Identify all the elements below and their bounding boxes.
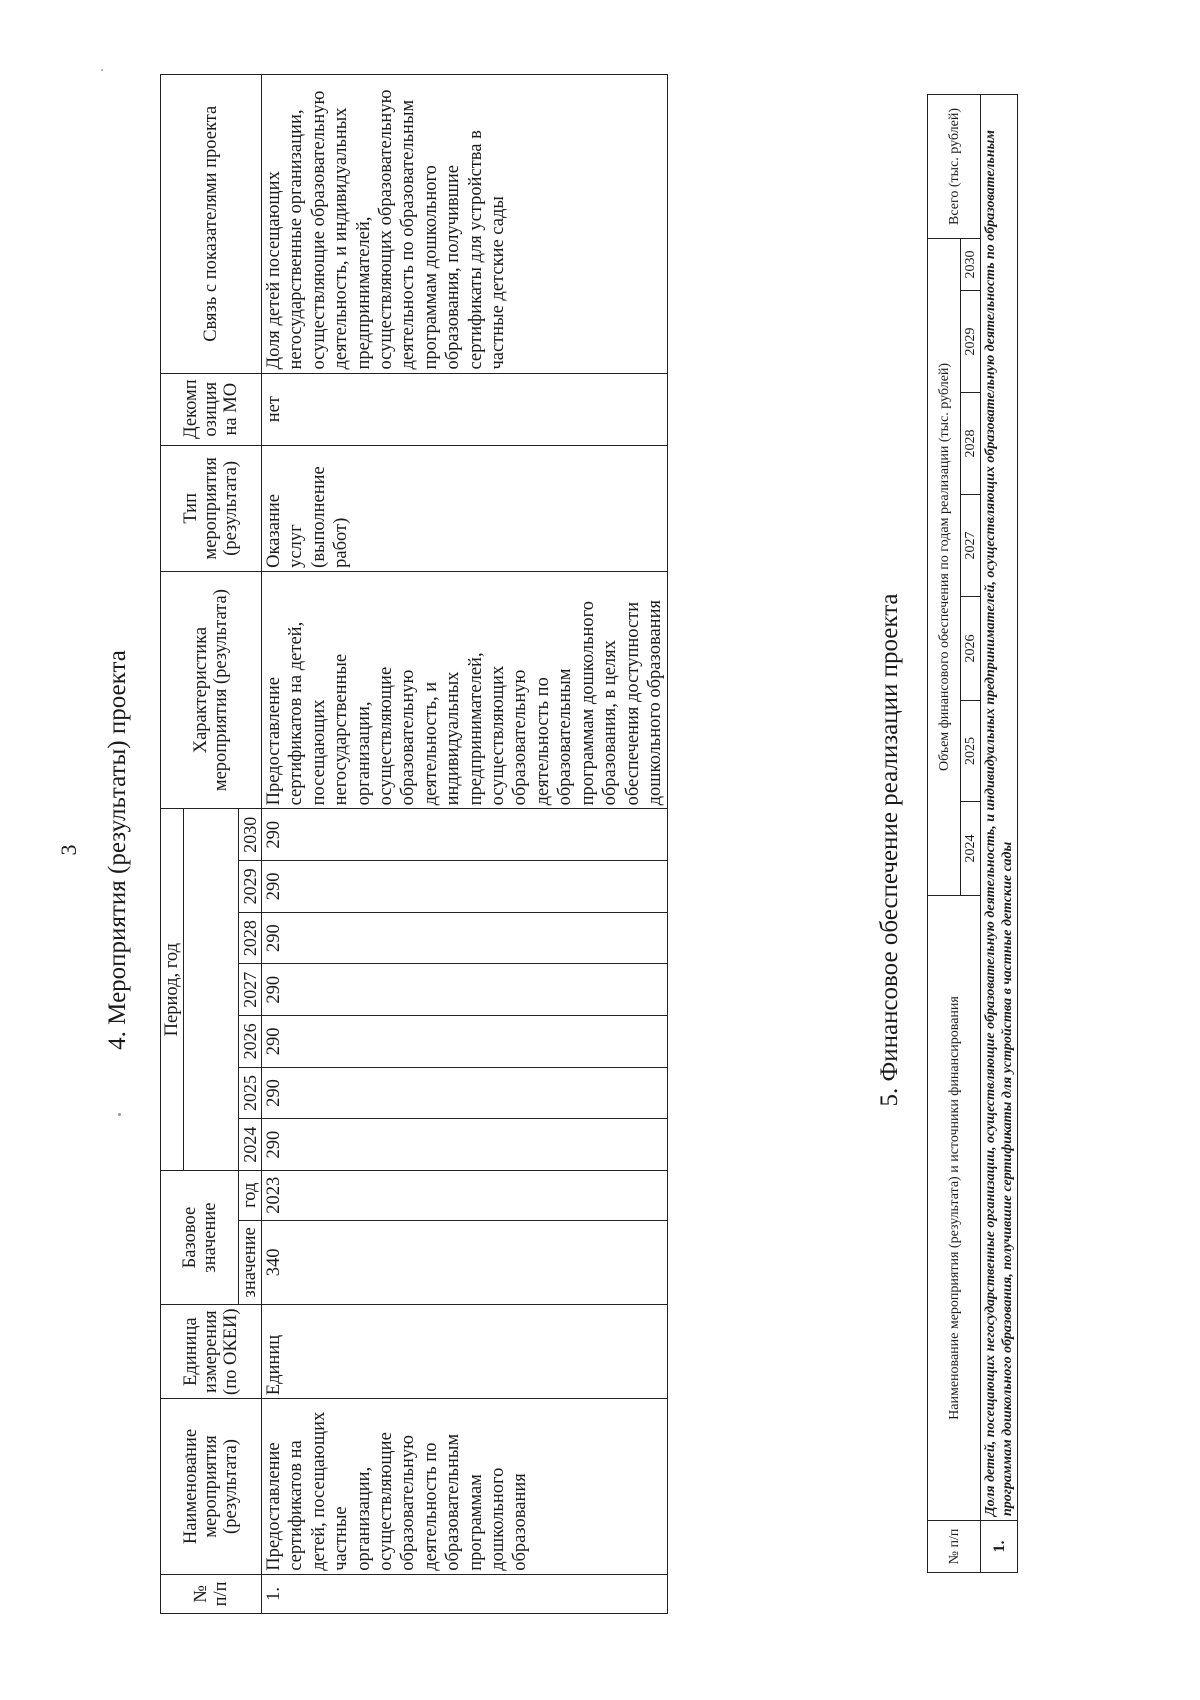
fin-header-year: 2027 (961, 495, 981, 597)
header-year: 2030 (239, 809, 262, 861)
header-unit: Единица измерения (по ОКЕИ) (161, 1305, 262, 1399)
header-base-year: год (239, 1170, 262, 1220)
row-type: Оказание услуг (выполнение работ) (262, 445, 668, 571)
fin-row-description: Доля детей, посещающих негосударственные организации, осуществляющие образовательную деятельность, и индивидуальных предпринимателей, осуществляющих образовательную деятельность по образовательным программам дошкольного образования, получившие сертификаты для устройства в частные детские сады (981, 94, 1018, 1520)
header-year: 2026 (239, 1016, 262, 1068)
header-year: 2024 (239, 1119, 262, 1171)
header-year: 2028 (239, 912, 262, 964)
row-value: 290 (262, 1016, 668, 1068)
fin-header-year: 2030 (961, 238, 981, 290)
header-characteristic: Характеристика мероприятия (результата) (161, 571, 262, 809)
header-name: Наименование мероприятия (результата) (161, 1399, 262, 1575)
activities-table (160, 74, 668, 1614)
row-name: Предоставление сертификатов на детей, посещающих частные организации, осуществляющие образовательную деятельность по образовательным программам дошкольного образования (262, 1399, 668, 1575)
header-base-value: значение (239, 1220, 262, 1305)
header-year: 2029 (239, 861, 262, 913)
fin-header-volume: Объем финансового обеспечения по годам реализации (тыс. рублей) (928, 238, 961, 895)
row-value: 290 (262, 861, 668, 913)
fin-header-year: 2025 (961, 701, 981, 802)
page-number: 3 (56, 844, 81, 856)
fin-header-name: Наименование мероприятия (результата) и источники финансирования (928, 896, 981, 1521)
header-year: 2027 (239, 964, 262, 1016)
row-value: 290 (262, 1067, 668, 1119)
fin-header-year: 2029 (961, 291, 981, 393)
fin-row-num: 1. (981, 1521, 1018, 1573)
fin-header-num: № п/п (928, 1521, 981, 1573)
header-period: Период, год (161, 809, 184, 1171)
header-period-spacer (184, 809, 239, 1171)
row-num: 1. (262, 1574, 668, 1613)
row-value: 290 (262, 964, 668, 1016)
header-base: Базовое значение (161, 1170, 239, 1304)
fin-header-total: Всего (тыс. рублей) (928, 94, 981, 238)
header-link: Связь с показателями проекта (161, 75, 262, 374)
fin-header-year: 2028 (961, 393, 981, 495)
row-value: 290 (262, 1119, 668, 1171)
row-decomposition: нет (262, 373, 668, 445)
fin-header-year: 2026 (961, 597, 981, 701)
header-year: 2025 (239, 1067, 262, 1119)
row-value: 290 (262, 912, 668, 964)
table-row (262, 75, 668, 1614)
table-row (981, 94, 1018, 1572)
row-value: 290 (262, 809, 668, 861)
row-base-value: 340 (262, 1220, 668, 1305)
finance-table (927, 95, 1018, 1573)
header-decomposition: Декомпозиция на МО (161, 373, 262, 445)
header-num: № п/п (161, 1574, 262, 1613)
section-4-title: 4. Мероприятия (результаты) проекта (104, 650, 131, 1050)
fin-header-year: 2024 (961, 802, 981, 896)
row-link: Доля детей посещающих негосударственные организации, осуществляющие образовательную деятельность, и индивидуальных предпринимателей, осуществляющих образовательную деятельность по образовательным программам дошкольного образования, получившие сертификаты для устройства в частные детские сады (262, 75, 668, 374)
row-base-year: 2023 (262, 1170, 668, 1220)
section-5-title: 5. Финансовое обеспечение реализации проекта (876, 593, 903, 1107)
row-unit: Единиц (262, 1305, 668, 1399)
row-characteristic: Предоставление сертификатов на детей, посещающих негосударственные организации, осуществляющие образовательную деятельность, и индивидуальных предпринимателей, осуществляющих образовательную деятельность по образовательным программам дошкольного образования, в целях обеспечения доступности дошкольного образования (262, 571, 668, 809)
header-type: Тип мероприятия (результата) (161, 445, 262, 571)
